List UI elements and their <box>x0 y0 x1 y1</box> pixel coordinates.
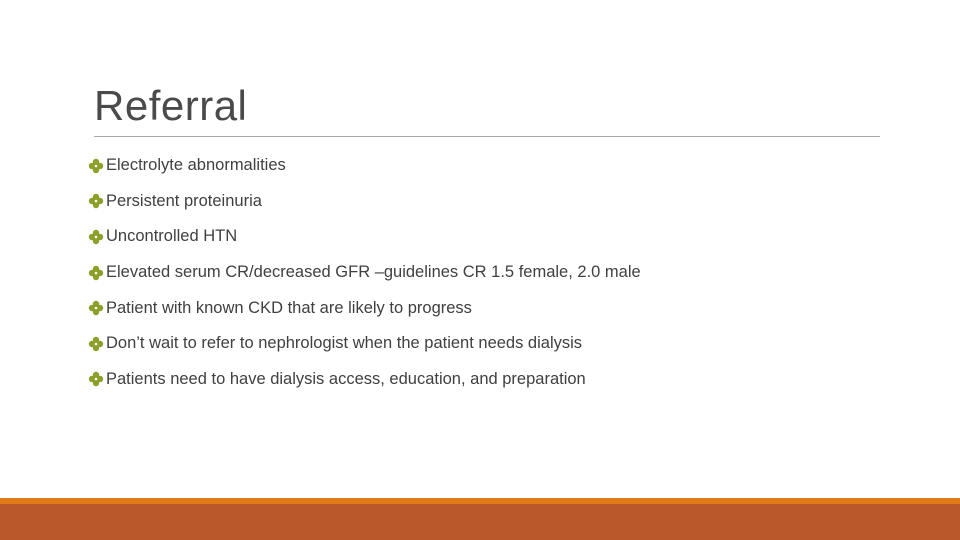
diamond-clover-bullet-icon <box>88 371 104 387</box>
bullet-item <box>88 184 641 220</box>
bullet-item <box>88 326 641 362</box>
slide-title: Referral <box>94 82 248 129</box>
bullet-list <box>88 148 641 397</box>
bullet-text: Persistent proteinuria <box>106 191 262 210</box>
bullet-text: Elevated serum CR/decreased GFR –guidelines CR 1.5 female, 2.0 male <box>106 263 641 282</box>
bullet-item <box>88 255 641 291</box>
bullet-text: Uncontrolled HTN <box>106 227 238 246</box>
bullet-item <box>88 290 641 326</box>
diamond-clover-bullet-icon <box>88 193 104 209</box>
bullet-text: Patients need to have dialysis access, education, and preparation <box>106 369 586 388</box>
bullet-text: Patient with known CKD that are likely to progress <box>106 298 472 317</box>
bullet-item <box>88 362 641 398</box>
bullet-item <box>88 148 641 184</box>
diamond-clover-bullet-icon <box>88 158 104 174</box>
title-divider <box>94 136 880 137</box>
bullet-text: Electrolyte abnormalities <box>106 156 286 175</box>
footer-accent-bar <box>0 504 960 540</box>
diamond-clover-bullet-icon <box>88 229 104 245</box>
diamond-clover-bullet-icon <box>88 336 104 352</box>
bullet-item <box>88 219 641 255</box>
diamond-clover-bullet-icon <box>88 300 104 316</box>
diamond-clover-bullet-icon <box>88 265 104 281</box>
bullet-text: Don’t wait to refer to nephrologist when the patient needs dialysis <box>106 334 583 353</box>
